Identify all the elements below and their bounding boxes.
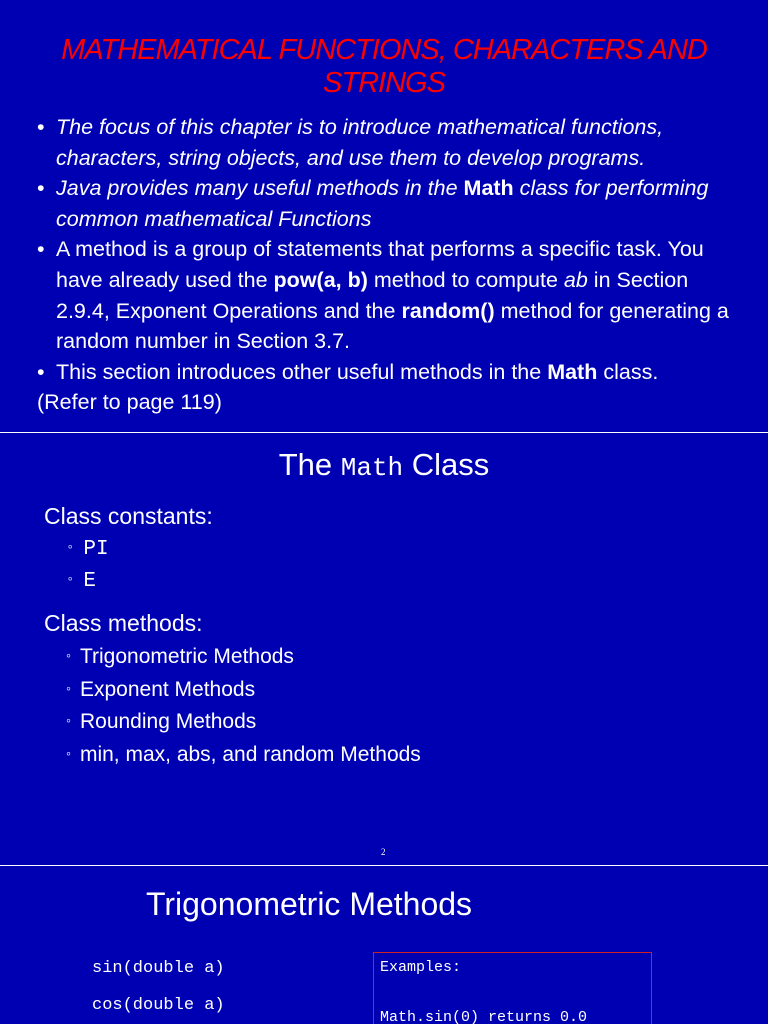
text-run: method to compute (367, 267, 564, 292)
bullet-item (37, 357, 737, 388)
title-text: Class (403, 447, 490, 482)
bullet-item (37, 234, 737, 356)
methods-heading: Class methods: (44, 610, 203, 636)
bullet-dot: • (37, 359, 45, 384)
page-reference: (Refer to page 119) (37, 390, 222, 415)
sub-bullet: ◦ (66, 540, 75, 556)
constant-name: E (83, 570, 97, 593)
slide-1 (0, 0, 768, 432)
math-keyword: Math (547, 359, 598, 384)
math-keyword: Math (463, 176, 514, 201)
title-line-1: MATHEMATICAL FUNCTIONS, CHARACTERS AND (61, 34, 707, 66)
text-run: class for performing common mathematical Functions (56, 176, 709, 231)
constant-item (66, 570, 96, 593)
title-text: The (278, 447, 341, 482)
sub-bullet: ◦ (66, 745, 71, 761)
method-item (66, 645, 294, 669)
random-keyword: random() (401, 298, 495, 323)
pow-keyword: pow(a, b) (273, 267, 368, 292)
bullet-dot: • (37, 237, 45, 262)
method-name: Trigonometric Methods (79, 645, 294, 668)
bullet-item (37, 173, 737, 234)
text-run: This section introduces other useful methods in the (56, 359, 548, 384)
method-name: min, max, abs, and random Methods (79, 743, 421, 766)
method-item (66, 678, 255, 702)
ab-term: ab (563, 267, 588, 292)
bullet-dot: • (37, 115, 45, 139)
sub-bullet: ◦ (66, 712, 71, 728)
text-run: A method is a group of statements that performs a specific task. You have already used the (56, 237, 704, 292)
slide-1-title (0, 34, 768, 100)
code-signature: cos(double a) (92, 996, 225, 1015)
examples-label: Examples: (380, 959, 462, 976)
slide-3 (0, 866, 768, 1024)
method-item (66, 710, 256, 734)
text-run: Java provides many useful methods in the (56, 176, 464, 201)
bullet-item (37, 112, 737, 173)
title-line-2: STRINGS (323, 67, 445, 99)
text-run: method for generating a random number in Section 3.7. (56, 298, 729, 354)
code-signature: sin(double a) (92, 959, 225, 978)
sub-bullet: ◦ (66, 680, 71, 696)
constants-heading: Class constants: (44, 503, 213, 529)
text-run: class. (597, 359, 659, 384)
example-line: Math.sin(0) returns 0.0 (380, 1009, 588, 1024)
slide-2 (0, 433, 768, 865)
bullet-text (56, 176, 708, 231)
bullet-text: The focus of this chapter is to introduce mathematical functions, characters, string objects, and use them to develop programs. (56, 115, 664, 170)
slide-2-title (0, 445, 768, 488)
bullet-dot: • (37, 176, 45, 201)
constant-name: PI (83, 538, 109, 561)
bullet-text (56, 360, 658, 384)
text-run: in Section 2.9.4, Exponent Operations and the (56, 267, 689, 323)
spacer (380, 980, 645, 1005)
sub-bullet: ◦ (66, 647, 71, 663)
bullet-list (37, 112, 737, 418)
sub-bullet: ◦ (66, 572, 75, 588)
method-item (66, 743, 421, 767)
method-name: Exponent Methods (79, 678, 256, 701)
page-number: 2 (381, 847, 386, 857)
constant-item (66, 538, 109, 561)
examples-box (373, 952, 652, 1024)
bullet-text (56, 237, 729, 353)
slide-3-title: Trigonometric Methods (146, 886, 473, 922)
title-code: Math (340, 453, 404, 483)
method-name: Rounding Methods (79, 710, 257, 733)
